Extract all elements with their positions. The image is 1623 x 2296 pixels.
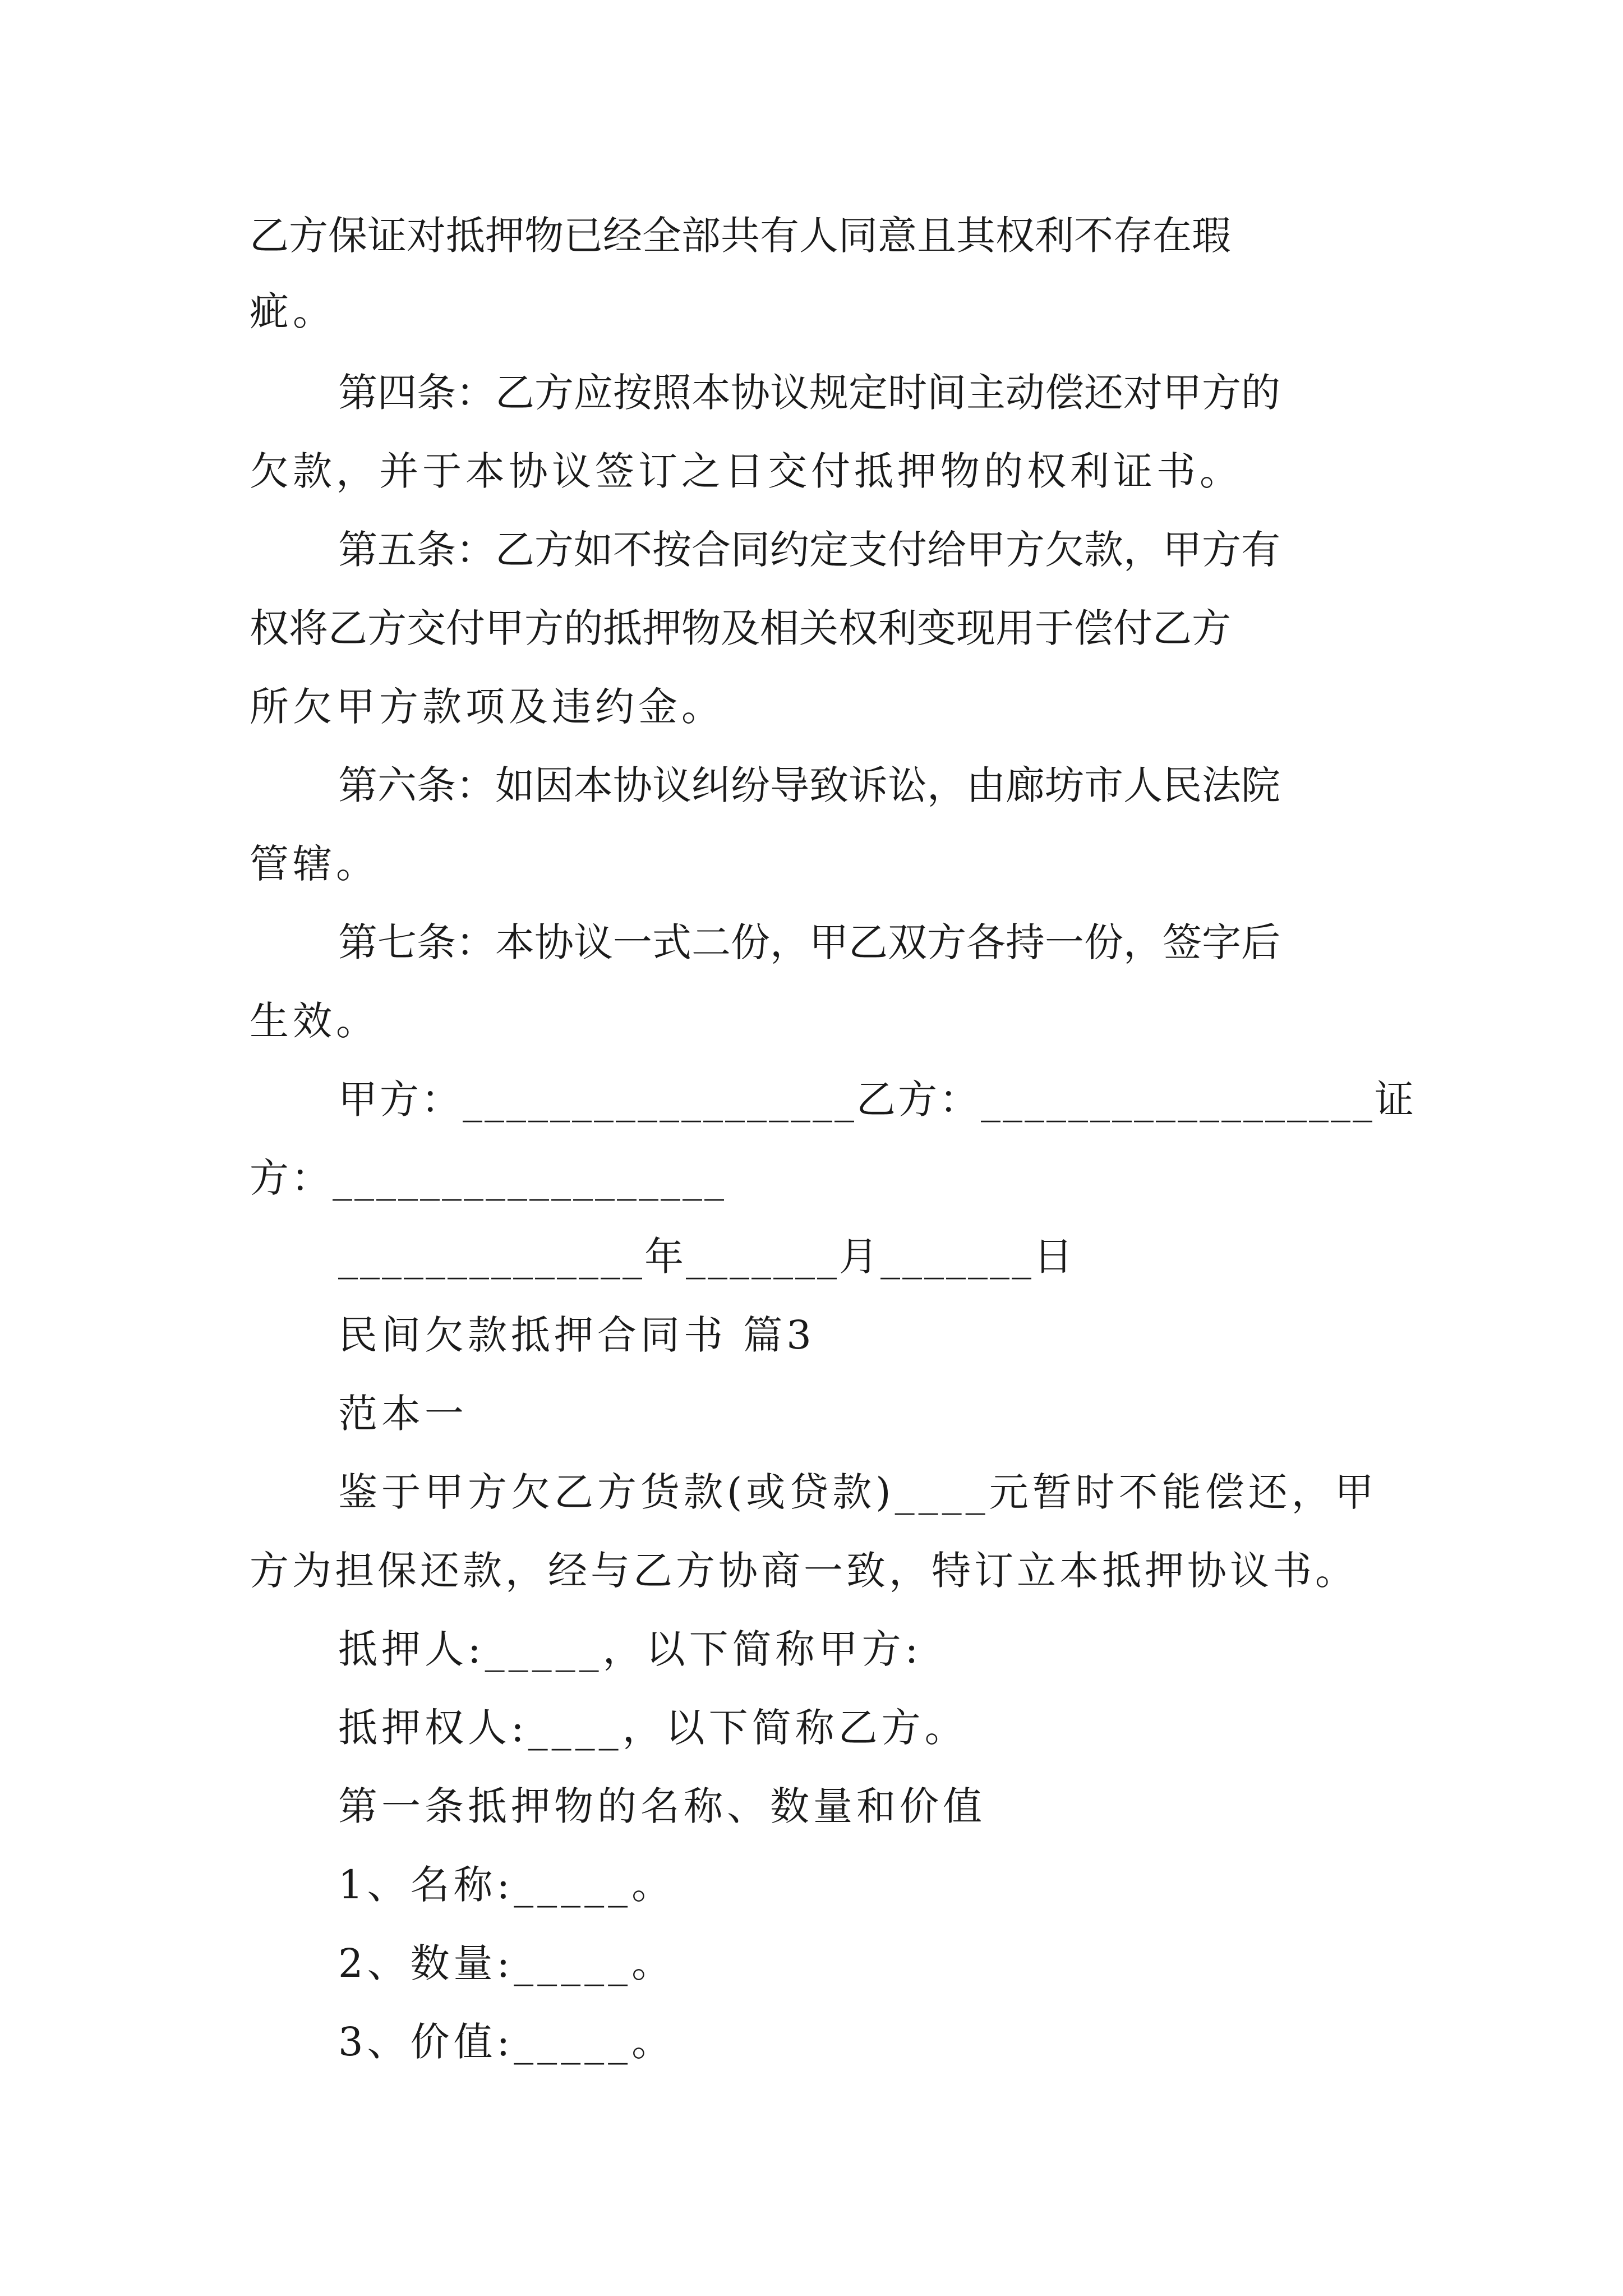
text-line: 抵押权人:____，以下简称乙方。 <box>338 1705 968 1751</box>
text-line: 乙方保证对抵押物已经全部共有人同意且其权利不存在瑕 <box>250 213 1231 259</box>
text-line: 欠款，并于本协议签订之日交付抵押物的权利证书。 <box>250 448 1243 494</box>
text-line: 疵。 <box>250 288 336 334</box>
text-line: 抵押人:_____，以下简称甲方: <box>338 1626 923 1672</box>
signature-line: 方：__________________ <box>250 1155 726 1201</box>
text-line: 所欠甲方款项及违约金。 <box>250 684 725 730</box>
date-line: ______________年_______月_______日 <box>338 1234 1075 1280</box>
text-line: 管辖。 <box>250 841 379 887</box>
list-item: 2、数量:_____。 <box>338 1940 675 1986</box>
signature-line: 甲方：__________________乙方：__________________证 <box>338 1076 1416 1122</box>
list-item: 3、价值:_____。 <box>338 2019 675 2065</box>
text-line: 鉴于甲方欠乙方货款(或贷款)____元暂时不能偿还，甲 <box>338 1469 1378 1515</box>
section-heading: 民间欠款抵押合同书 篇3 <box>338 1312 815 1358</box>
section-subheading: 范本一 <box>338 1391 468 1437</box>
text-line: 第一条抵押物的名称、数量和价值 <box>338 1783 986 1829</box>
text-line: 权将乙方交付甲方的抵押物及相关权利变现用于偿付乙方 <box>250 605 1231 651</box>
list-item: 1、名称:_____。 <box>338 1862 675 1908</box>
text-line: 方为担保还款，经与乙方协商一致，特订立本抵押协议书。 <box>250 1548 1358 1594</box>
text-line: 生效。 <box>250 998 379 1044</box>
text-line: 第六条：如因本协议纠纷导致诉讼，由廊坊市人民法院 <box>338 762 1280 808</box>
text-line: 第五条：乙方如不按合同约定支付给甲方欠款，甲方有 <box>338 527 1280 573</box>
text-line: 第四条：乙方应按照本协议规定时间主动偿还对甲方的 <box>338 370 1280 416</box>
text-line: 第七条：本协议一式二份，甲乙双方各持一份，签字后 <box>338 919 1280 965</box>
